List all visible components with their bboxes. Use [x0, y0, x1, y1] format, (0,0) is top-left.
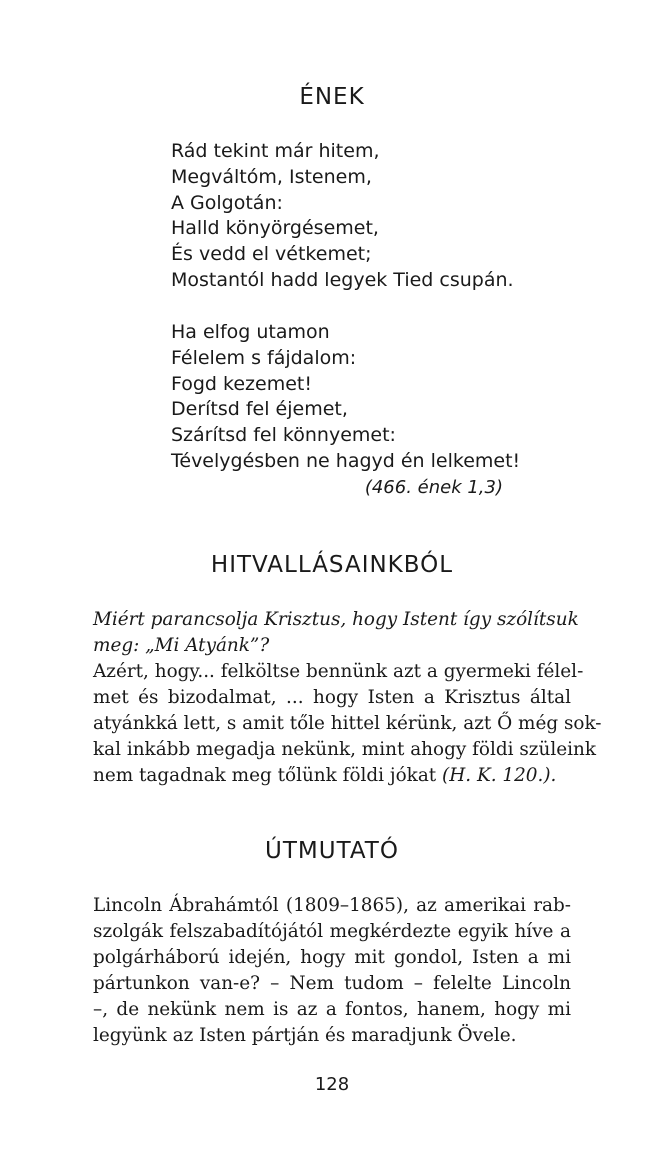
poem-line: Tévelygésben ne hagyd én lelkemet!	[171, 449, 521, 472]
song-stanza-1	[171, 139, 514, 294]
guide-text	[93, 893, 571, 1049]
poem-line: Mostantól hadd legyek Tied csupán.	[171, 268, 514, 291]
guide-line: polgárháború idején, hogy mit gondol, Isten a mi	[93, 947, 571, 968]
page-number: 128	[314, 1074, 350, 1095]
catechism-answer	[93, 659, 602, 789]
song-stanza-2	[171, 320, 520, 475]
song-reference: (466. ének 1,3)	[364, 477, 503, 498]
poem-line: Ha elfog utamon	[171, 321, 330, 343]
answer-line: Azért, hogy... felköltse bennünk azt a gyermeki félel-	[93, 661, 584, 682]
poem-line: És vedd el vétkemet;	[171, 243, 372, 266]
poem-line: Szárítsd fel könnyemet:	[171, 424, 396, 447]
answer-last-line	[93, 763, 571, 789]
answer-line: met és bizodalmat, ... hogy Isten a Krisztus által	[93, 687, 571, 708]
poem-line: A Golgotán:	[171, 191, 283, 214]
question-line: meg: „Mi Atyánk”?	[93, 635, 270, 656]
guide-heading: ÚTMUTATÓ	[265, 838, 399, 864]
confession-heading: HITVALLÁSAINKBÓL	[210, 552, 454, 578]
poem-line: Fogd kezemet!	[171, 372, 312, 395]
guide-line: –, de nekünk nem is az a fontos, hanem, hogy mi	[93, 999, 571, 1020]
guide-line: Lincoln Ábrahámtól (1809–1865), az amerikai rab-	[93, 895, 571, 916]
answer-line: kal inkább megadja nekünk, mint ahogy földi szüleink	[93, 739, 596, 760]
poem-line: Rád tekint már hitem,	[171, 140, 380, 162]
poem-line: Derítsd fel éjemet,	[171, 398, 348, 421]
question-line: Miért parancsolja Krisztus, hogy Istent így szólítsuk	[93, 609, 579, 630]
answer-line: nem tagadnak meg tőlünk földi jókat	[93, 765, 437, 786]
guide-line: szolgák felszabadítójától megkérdezte egyik híve a	[93, 921, 571, 942]
answer-reference: (H. K. 120.).	[442, 765, 557, 786]
guide-line: pártunkon van-e? – Nem tudom – felelte Lincoln	[93, 973, 571, 994]
guide-line: legyünk az Isten pártján és maradjunk Övele.	[93, 1025, 517, 1046]
answer-line: atyánkká lett, s amit tőle hittel kérünk, azt Ő még sok-	[93, 713, 602, 734]
poem-line: Félelem s fájdalom:	[171, 346, 357, 369]
poem-line: Halld könyörgésemet,	[171, 217, 379, 240]
poem-line: Megváltóm, Istenem,	[171, 165, 372, 188]
catechism-question	[93, 607, 579, 659]
song-heading: ÉNEK	[299, 84, 365, 110]
